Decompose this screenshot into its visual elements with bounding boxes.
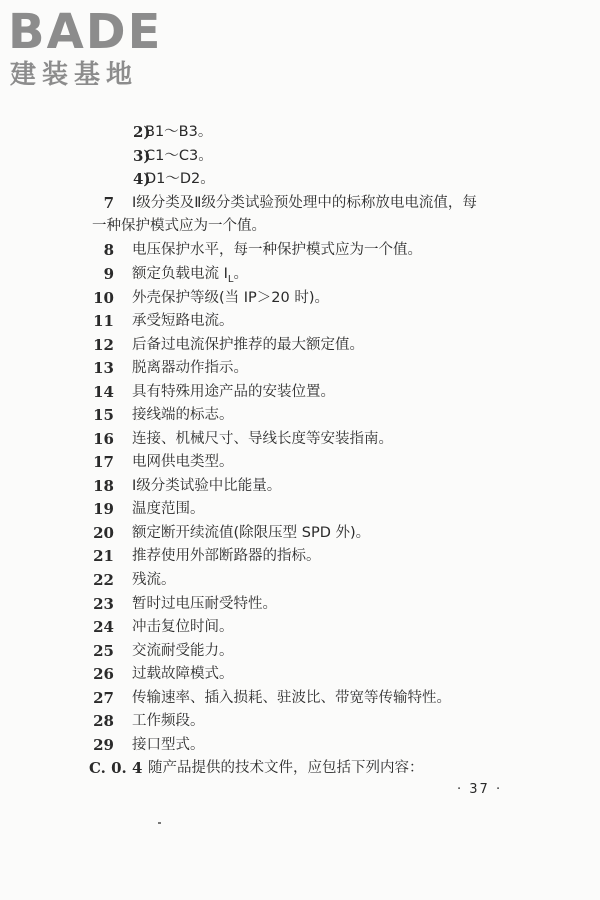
item-text: 工作频段。 <box>132 713 205 729</box>
item-text: 接口型式。 <box>132 737 205 753</box>
item-text: 冲击复位时间。 <box>132 619 234 635</box>
item-number: 12 <box>93 336 114 354</box>
logo-wordmark: BADE <box>8 4 163 60</box>
item-number: 13 <box>93 359 114 377</box>
item-number: 15 <box>93 406 114 424</box>
item-text: 过载故障模式。 <box>132 666 234 682</box>
item-number: 14 <box>93 383 114 401</box>
item-number: 18 <box>93 477 114 495</box>
item-text: Ⅰ级分类试验中比能量。 <box>132 478 282 494</box>
item-text: 连接、机械尺寸、导线长度等安装指南。 <box>132 431 393 447</box>
item-text-main: 额定负载电流 I <box>132 266 228 282</box>
item-text: C1～C3。 <box>145 148 213 164</box>
item-number: 21 <box>93 547 114 565</box>
item-number: 2) <box>133 123 151 141</box>
section-text: 随产品提供的技术文件，应包括下列内容： <box>148 760 424 776</box>
item-number: 16 <box>93 430 114 448</box>
item-text-continuation: 一种保护模式应为一个值。 <box>92 218 266 234</box>
item-number: 3) <box>133 147 151 165</box>
item-number: 4) <box>133 170 151 188</box>
item-text: 暂时过电压耐受特性。 <box>132 596 277 612</box>
item-number: 7 <box>103 194 114 212</box>
item-number: 24 <box>93 618 114 636</box>
item-text: 额定断开续流值(除限压型 SPD 外)。 <box>132 525 371 541</box>
section-number: C. 0. 4 <box>89 759 143 777</box>
item-text: 后备过电流保护推荐的最大额定值。 <box>132 337 364 353</box>
item-number: 11 <box>93 312 114 330</box>
item-text: 传输速率、插入损耗、驻波比、带宽等传输特性。 <box>132 690 451 706</box>
item-number: 8 <box>103 241 114 259</box>
item-text: 温度范围。 <box>132 501 205 517</box>
item-text: D1～D2。 <box>145 171 215 187</box>
item-number: 9 <box>103 265 114 283</box>
item-number: 20 <box>93 524 114 542</box>
item-text: B1～B3。 <box>145 124 213 140</box>
item-number: 27 <box>93 689 114 707</box>
item-number: 26 <box>93 665 114 683</box>
item-text: 残流。 <box>132 572 176 588</box>
item-text-subscript: L <box>227 273 234 285</box>
logo-subtitle: 建装基地 <box>10 60 139 90</box>
item-text-suffix: 。 <box>233 266 248 282</box>
item-text: 脱离器动作指示。 <box>132 360 248 376</box>
item-text <box>132 264 248 290</box>
item-number: 29 <box>93 736 114 754</box>
item-text: 承受短路电流。 <box>132 313 234 329</box>
item-text: 外壳保护等级(当 IP＞20 时)。 <box>132 290 330 306</box>
item-text: 接线端的标志。 <box>132 407 234 423</box>
item-text: 电压保护水平，每一种保护模式应为一个值。 <box>132 242 422 258</box>
item-number: 10 <box>93 289 114 307</box>
item-text: 推荐使用外部断路器的指标。 <box>132 548 321 564</box>
item-text: 电网供电类型。 <box>132 454 234 470</box>
page-number: · 37 · <box>457 782 503 797</box>
item-number: 19 <box>93 500 114 518</box>
item-number: 22 <box>93 571 114 589</box>
scan-speck <box>158 822 161 824</box>
item-number: 28 <box>93 712 114 730</box>
item-number: 25 <box>93 642 114 660</box>
item-number: 23 <box>93 595 114 613</box>
item-text: Ⅰ级分类及Ⅱ级分类试验预处理中的标称放电电流值，每 <box>132 195 477 211</box>
bade-logo <box>8 4 178 92</box>
item-number: 17 <box>93 453 114 471</box>
item-text: 具有特殊用途产品的安装位置。 <box>132 384 335 400</box>
item-text: 交流耐受能力。 <box>132 643 234 659</box>
